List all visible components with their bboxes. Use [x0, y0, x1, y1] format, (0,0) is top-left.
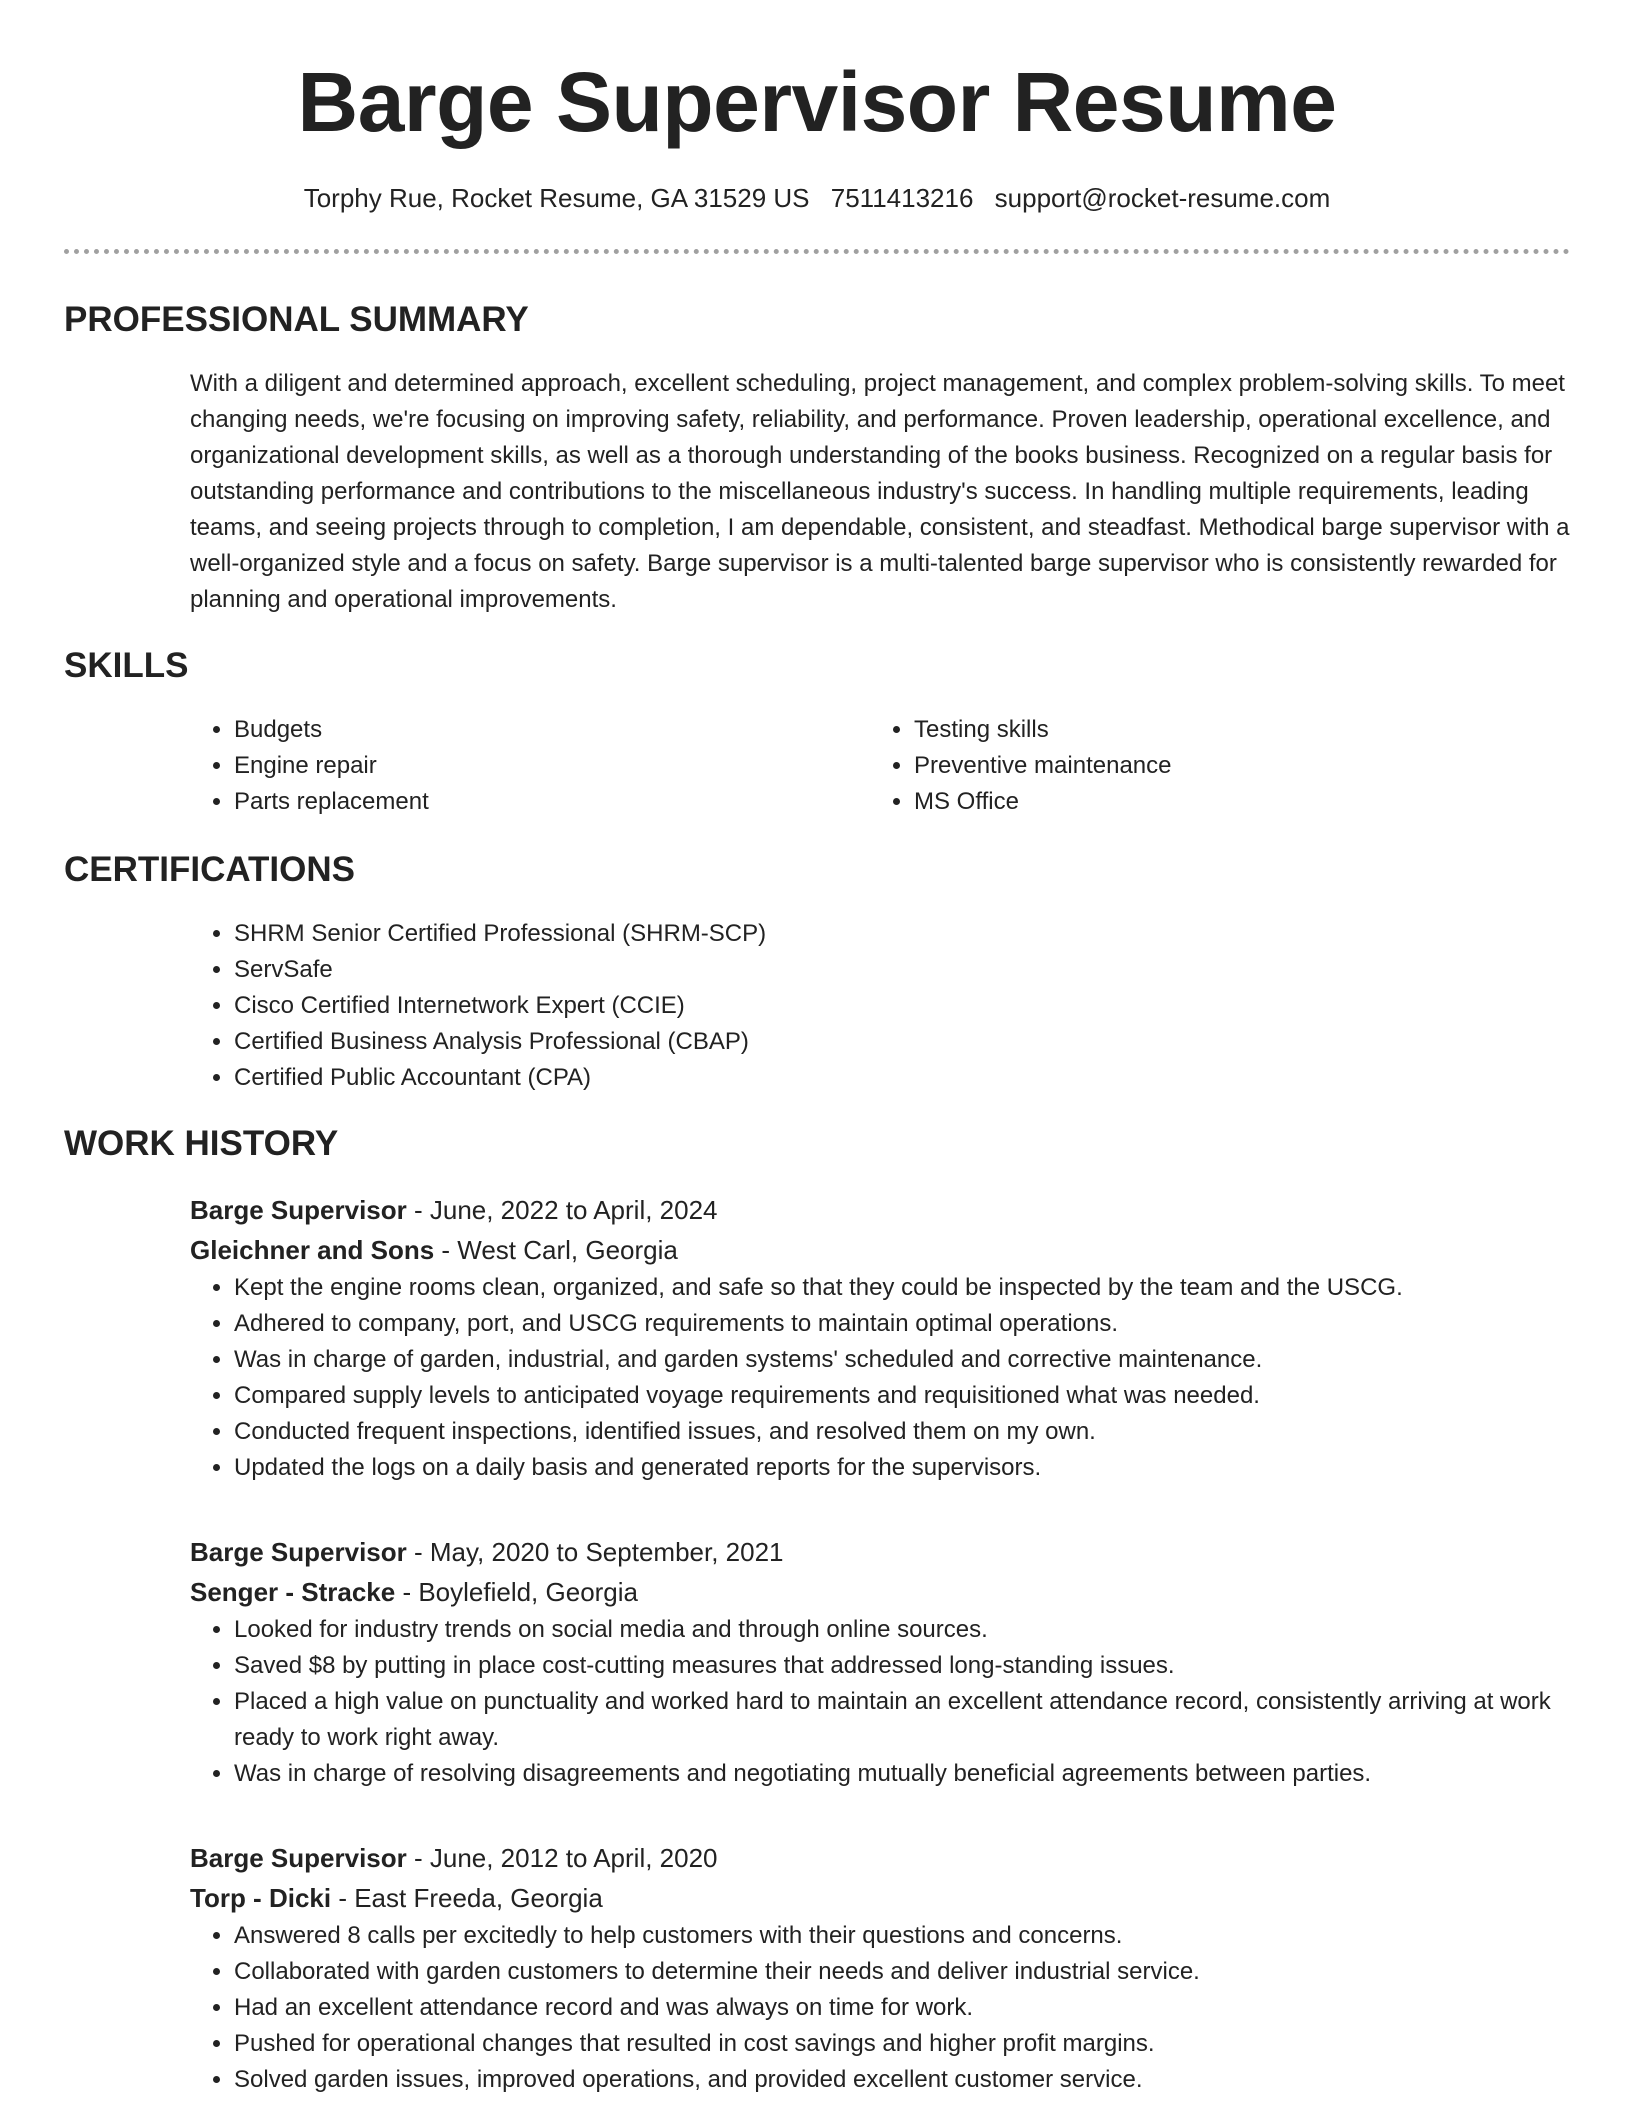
summary-text: With a diligent and determined approach, excellent scheduling, project management, and complex problem-solving skills. To meet changing needs, we're focusing on improving safety, reliability, and performance. Proven leadership, operational excellence, and organizational development skills, as well as a thorough understanding of the books business. Recognized on a regular basis for outstanding performance and contributions to the miscellaneous industry's success. In handling multiple requirements, leading teams, and seeing projects through to completion, I am dependable, consistent, and steadfast. Methodical barge supervisor with a well-organized style and a focus on safety. Barge supervisor is a multi-talented barge supervisor who is consistently rewarded for planning and operational improvements. — [190, 370, 1570, 613]
job-entry — [190, 1532, 1570, 1792]
skills-heading: SKILLS — [64, 646, 189, 685]
job-location: - Boylefield, Georgia — [395, 1577, 639, 1607]
job-location: - West Carl, Georgia — [434, 1235, 678, 1265]
job-dates: - June, 2012 to April, 2020 — [406, 1843, 718, 1873]
page-title: Barge Supervisor Resume — [297, 55, 1337, 149]
job-title: Barge Supervisor — [190, 1537, 407, 1567]
job-bullet: • Kept the engine rooms clean, organized, and safe so that they could be inspected by the team and the USCG. — [234, 1270, 1570, 1306]
certification-item: • Certified Business Analysis Professional (CBAP) — [234, 1024, 1570, 1060]
summary-heading: PROFESSIONAL SUMMARY — [64, 300, 529, 339]
contact-email: support@rocket-resume.com — [994, 183, 1331, 213]
job-bullet: • Placed a high value on punctuality and worked hard to maintain an excellent attendance record, consistently arriving at work ready to work right away. — [234, 1684, 1570, 1756]
job-bullet: • Was in charge of resolving disagreements and negotiating mutually beneficial agreements between parties. — [234, 1756, 1570, 1792]
job-bullet: • Answered 8 calls per excitedly to help customers with their questions and concerns. — [234, 1918, 1570, 1954]
job-bullet: • Collaborated with garden customers to determine their needs and deliver industrial service. — [234, 1954, 1570, 1990]
job-bullet: • Updated the logs on a daily basis and generated reports for the supervisors. — [234, 1450, 1570, 1486]
job-company-line — [190, 1878, 1570, 1918]
job-title-line — [190, 1532, 1570, 1572]
certifications-list — [190, 916, 1570, 1096]
job-title-line — [190, 1838, 1570, 1878]
skills-list-left — [190, 712, 870, 820]
job-company: Torp - Dicki — [190, 1883, 332, 1913]
job-bullets — [190, 1918, 1570, 2098]
contact-phone: 7511413216 — [830, 183, 974, 213]
certification-item: • Certified Public Accountant (CPA) — [234, 1060, 1570, 1096]
skill-item: • Engine repair — [234, 748, 870, 784]
header-divider — [64, 249, 1570, 254]
skill-item: • Parts replacement — [234, 784, 870, 820]
job-company: Senger - Stracke — [190, 1577, 396, 1607]
work-history-heading: WORK HISTORY — [64, 1124, 339, 1163]
job-title: Barge Supervisor — [190, 1843, 407, 1873]
job-bullet: • Had an excellent attendance record and was always on time for work. — [234, 1990, 1570, 2026]
job-bullet: • Pushed for operational changes that resulted in cost savings and higher profit margins. — [234, 2026, 1570, 2062]
job-bullet: • Was in charge of garden, industrial, and garden systems' scheduled and corrective maintenance. — [234, 1342, 1570, 1378]
job-title: Barge Supervisor — [190, 1195, 407, 1225]
job-entry — [190, 1190, 1570, 1486]
job-title-line — [190, 1190, 1570, 1230]
job-entry — [190, 1838, 1570, 2098]
job-bullet: • Saved $8 by putting in place cost-cutting measures that addressed long-standing issues. — [234, 1648, 1570, 1684]
job-dates: - June, 2022 to April, 2024 — [406, 1195, 718, 1225]
skills-list-right — [870, 712, 1550, 820]
job-bullet: • Conducted frequent inspections, identified issues, and resolved them on my own. — [234, 1414, 1570, 1450]
job-company: Gleichner and Sons — [190, 1235, 435, 1265]
job-location: - East Freeda, Georgia — [331, 1883, 603, 1913]
certifications-section — [190, 916, 1570, 1096]
job-bullet: • Adhered to company, port, and USCG requirements to maintain optimal operations. — [234, 1306, 1570, 1342]
job-bullet: • Solved garden issues, improved operations, and provided excellent customer service. — [234, 2062, 1570, 2098]
certifications-heading: CERTIFICATIONS — [64, 850, 356, 889]
skill-item: • Budgets — [234, 712, 870, 748]
summary-section — [190, 366, 1570, 618]
job-bullets — [190, 1270, 1570, 1486]
contact-line — [64, 180, 1570, 216]
skill-item: • Preventive maintenance — [914, 748, 1550, 784]
job-dates: - May, 2020 to September, 2021 — [406, 1537, 784, 1567]
skills-section — [190, 712, 1570, 820]
certification-item: • Cisco Certified Internetwork Expert (CCIE) — [234, 988, 1570, 1024]
contact-address: Torphy Rue, Rocket Resume, GA 31529 US — [303, 183, 810, 213]
job-bullets — [190, 1612, 1570, 1792]
job-company-line — [190, 1572, 1570, 1612]
job-company-line — [190, 1230, 1570, 1270]
skill-item: • MS Office — [914, 784, 1550, 820]
skill-item: • Testing skills — [914, 712, 1550, 748]
job-bullet: • Compared supply levels to anticipated voyage requirements and requisitioned what was needed. — [234, 1378, 1570, 1414]
certification-item: • SHRM Senior Certified Professional (SHRM-SCP) — [234, 916, 1570, 952]
job-bullet: • Looked for industry trends on social media and through online sources. — [234, 1612, 1570, 1648]
certification-item: • ServSafe — [234, 952, 1570, 988]
